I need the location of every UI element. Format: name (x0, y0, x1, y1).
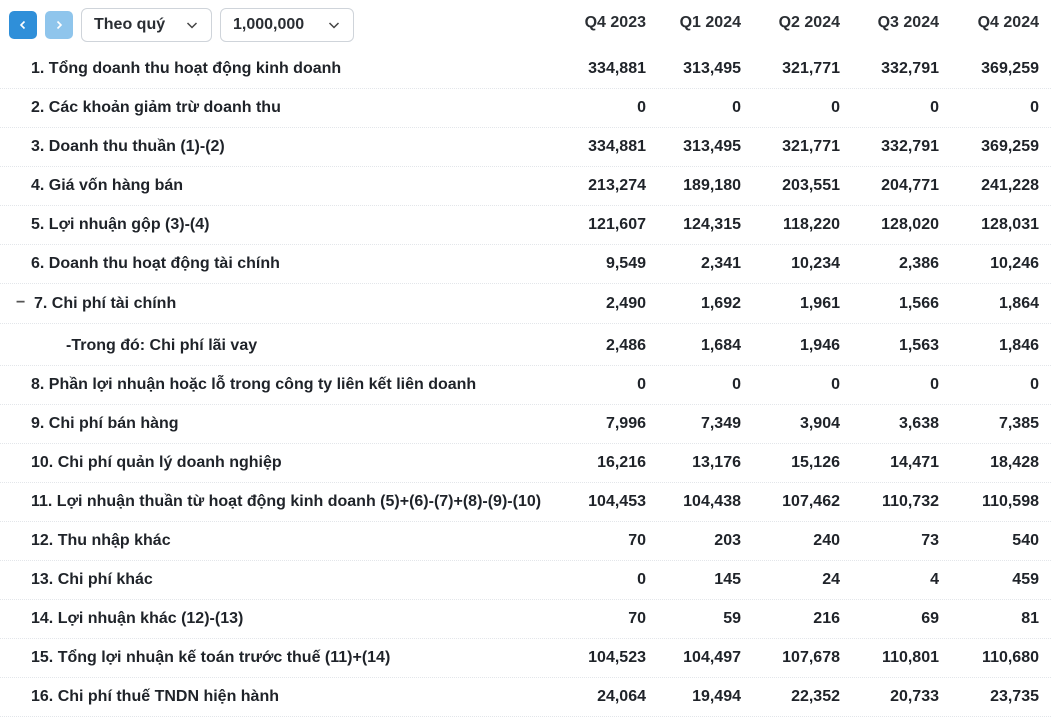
table-cell: 1,684 (700, 337, 741, 354)
table-cell: 128,031 (981, 216, 1039, 233)
table-cell: 1,946 (799, 337, 840, 354)
table-cell: 121,607 (588, 216, 646, 233)
table-cell: 1,864 (998, 295, 1039, 312)
table-cell: 459 (1012, 571, 1039, 588)
table-row (0, 50, 1051, 89)
table-cell: 2,490 (605, 295, 646, 312)
table-cell: 4 (930, 571, 939, 588)
table-row (0, 89, 1051, 128)
column-header: Q3 2024 (877, 14, 939, 31)
row-label: 5. Lợi nhuận gộp (3)-(4) (31, 216, 210, 233)
table-row (0, 245, 1051, 284)
table-cell: 14,471 (890, 454, 939, 471)
table-cell: 313,495 (683, 60, 741, 77)
table-cell: 1,563 (898, 337, 939, 354)
table-cell: 0 (1030, 99, 1039, 116)
table-cell: 110,732 (882, 493, 939, 510)
table-cell: 10,246 (990, 255, 1039, 272)
table-cell: 16,216 (597, 454, 646, 471)
table-cell: 203 (714, 532, 741, 549)
chevron-left-icon (18, 20, 28, 30)
table-cell: 70 (628, 532, 646, 549)
toolbar (0, 0, 1051, 50)
table-cell: 15,126 (791, 454, 840, 471)
table-cell: 81 (1021, 610, 1039, 627)
table-cell: 332,791 (881, 60, 939, 77)
table-cell: 0 (930, 99, 939, 116)
period-select-value: Theo quý (94, 16, 166, 33)
table-cell: 145 (714, 571, 741, 588)
table-row (0, 128, 1051, 167)
table-cell: 0 (732, 376, 741, 393)
table-cell: 24,064 (597, 688, 646, 705)
table-cell: 24 (822, 571, 840, 588)
table-cell: 2,486 (605, 337, 646, 354)
table-cell: 104,497 (683, 649, 741, 666)
row-label: 2. Các khoản giảm trừ doanh thu (31, 99, 281, 116)
table-cell: 213,274 (588, 177, 646, 194)
table-cell: 189,180 (683, 177, 741, 194)
table-cell: 110,680 (982, 649, 1039, 666)
column-header: Q4 2023 (584, 14, 646, 31)
table-cell: 118,220 (783, 216, 840, 233)
table-cell: 124,315 (683, 216, 741, 233)
table-cell: 128,020 (881, 216, 939, 233)
period-select[interactable] (81, 8, 212, 42)
row-label: 9. Chi phí bán hàng (31, 415, 179, 432)
table-cell: 107,462 (782, 493, 840, 510)
column-header: Q1 2024 (679, 14, 741, 31)
row-label: -Trong đó: Chi phí lãi vay (66, 337, 258, 354)
collapse-toggle[interactable]: − (16, 294, 26, 311)
unit-select[interactable] (220, 8, 354, 42)
row-label: 3. Doanh thu thuần (1)-(2) (31, 138, 225, 155)
table-cell: 0 (732, 99, 741, 116)
row-label: 13. Chi phí khác (31, 571, 153, 588)
table-cell: 321,771 (782, 60, 840, 77)
row-label: 6. Doanh thu hoạt động tài chính (31, 255, 280, 272)
table-row (0, 483, 1051, 522)
table-cell: 0 (831, 99, 840, 116)
row-label: 7. Chi phí tài chính (34, 295, 177, 312)
table-cell: 1,961 (799, 295, 840, 312)
table-cell: 313,495 (683, 138, 741, 155)
table-cell: 1,566 (898, 295, 939, 312)
table-cell: 321,771 (782, 138, 840, 155)
table-cell: 59 (723, 610, 741, 627)
table-cell: 332,791 (881, 138, 939, 155)
table-cell: 10,234 (791, 255, 840, 272)
table-cell: 2,386 (898, 255, 939, 272)
table-cell: 0 (930, 376, 939, 393)
unit-select-value: 1,000,000 (233, 16, 305, 33)
table-cell: 241,228 (981, 177, 1039, 194)
table-cell: 1,692 (700, 295, 741, 312)
table-cell: 9,549 (605, 255, 646, 272)
row-label: 16. Chi phí thuế TNDN hiện hành (31, 688, 279, 705)
chevron-right-icon (54, 20, 64, 30)
row-label: 12. Thu nhập khác (31, 532, 171, 549)
row-label: 15. Tổng lợi nhuận kế toán trước thuế (11)+(14) (31, 649, 391, 666)
table-cell: 0 (831, 376, 840, 393)
table-cell: 19,494 (692, 688, 741, 705)
table-cell: 104,453 (588, 493, 646, 510)
table-row (0, 522, 1051, 561)
row-label: 1. Tổng doanh thu hoạt động kinh doanh (31, 60, 342, 77)
table-row (0, 285, 1051, 324)
table-row (0, 327, 1051, 366)
table-cell: 369,259 (981, 138, 1039, 155)
table-cell: 540 (1012, 532, 1039, 549)
table-row (0, 206, 1051, 245)
table-row (0, 444, 1051, 483)
table-cell: 18,428 (990, 454, 1039, 471)
table-cell: 73 (921, 532, 939, 549)
table-cell: 7,349 (700, 415, 741, 432)
chevron-down-icon (185, 18, 199, 32)
table-cell: 3,638 (898, 415, 939, 432)
column-header: Q4 2024 (977, 14, 1039, 31)
row-label: 4. Giá vốn hàng bán (31, 177, 184, 194)
table-cell: 334,881 (588, 60, 646, 77)
row-label: 11. Lợi nhuận thuần từ hoạt động kinh doanh (5)+(6)-(7)+(8)-(9)-(10) (31, 493, 542, 510)
table-cell: 104,523 (588, 649, 646, 666)
table-row (0, 561, 1051, 600)
table-cell: 0 (637, 99, 646, 116)
table-row (0, 678, 1051, 717)
table-row (0, 600, 1051, 639)
table-cell: 70 (628, 610, 646, 627)
table-cell: 23,735 (990, 688, 1039, 705)
table-cell: 0 (1030, 376, 1039, 393)
table-row (0, 405, 1051, 444)
table-row (0, 639, 1051, 678)
table-cell: 107,678 (782, 649, 840, 666)
table-cell: 2,341 (700, 255, 741, 272)
table-cell: 110,598 (982, 493, 1039, 510)
table-cell: 216 (813, 610, 840, 627)
table-cell: 0 (637, 571, 646, 588)
table-cell: 20,733 (890, 688, 939, 705)
table-cell: 204,771 (881, 177, 939, 194)
table-cell: 7,385 (998, 415, 1039, 432)
chevron-down-icon (327, 18, 341, 32)
table-row (0, 167, 1051, 206)
table-cell: 13,176 (692, 454, 741, 471)
table-cell: 104,438 (683, 493, 741, 510)
table-cell: 110,801 (882, 649, 939, 666)
column-header: Q2 2024 (778, 14, 840, 31)
prev-period-button[interactable] (9, 11, 37, 39)
table-cell: 240 (813, 532, 840, 549)
row-label: 10. Chi phí quản lý doanh nghiệp (31, 454, 282, 471)
table-cell: 203,551 (782, 177, 840, 194)
table-cell: 369,259 (981, 60, 1039, 77)
table-cell: 334,881 (588, 138, 646, 155)
table-cell: 69 (921, 610, 939, 627)
table-cell: 22,352 (791, 688, 840, 705)
next-period-button[interactable] (45, 11, 73, 39)
table-cell: 7,996 (605, 415, 646, 432)
row-label: 8. Phần lợi nhuận hoặc lỗ trong công ty liên kết liên doanh (31, 376, 477, 393)
table-row (0, 366, 1051, 405)
row-label: 14. Lợi nhuận khác (12)-(13) (31, 610, 244, 627)
table-cell: 1,846 (998, 337, 1039, 354)
table-cell: 3,904 (799, 415, 840, 432)
table-cell: 0 (637, 376, 646, 393)
